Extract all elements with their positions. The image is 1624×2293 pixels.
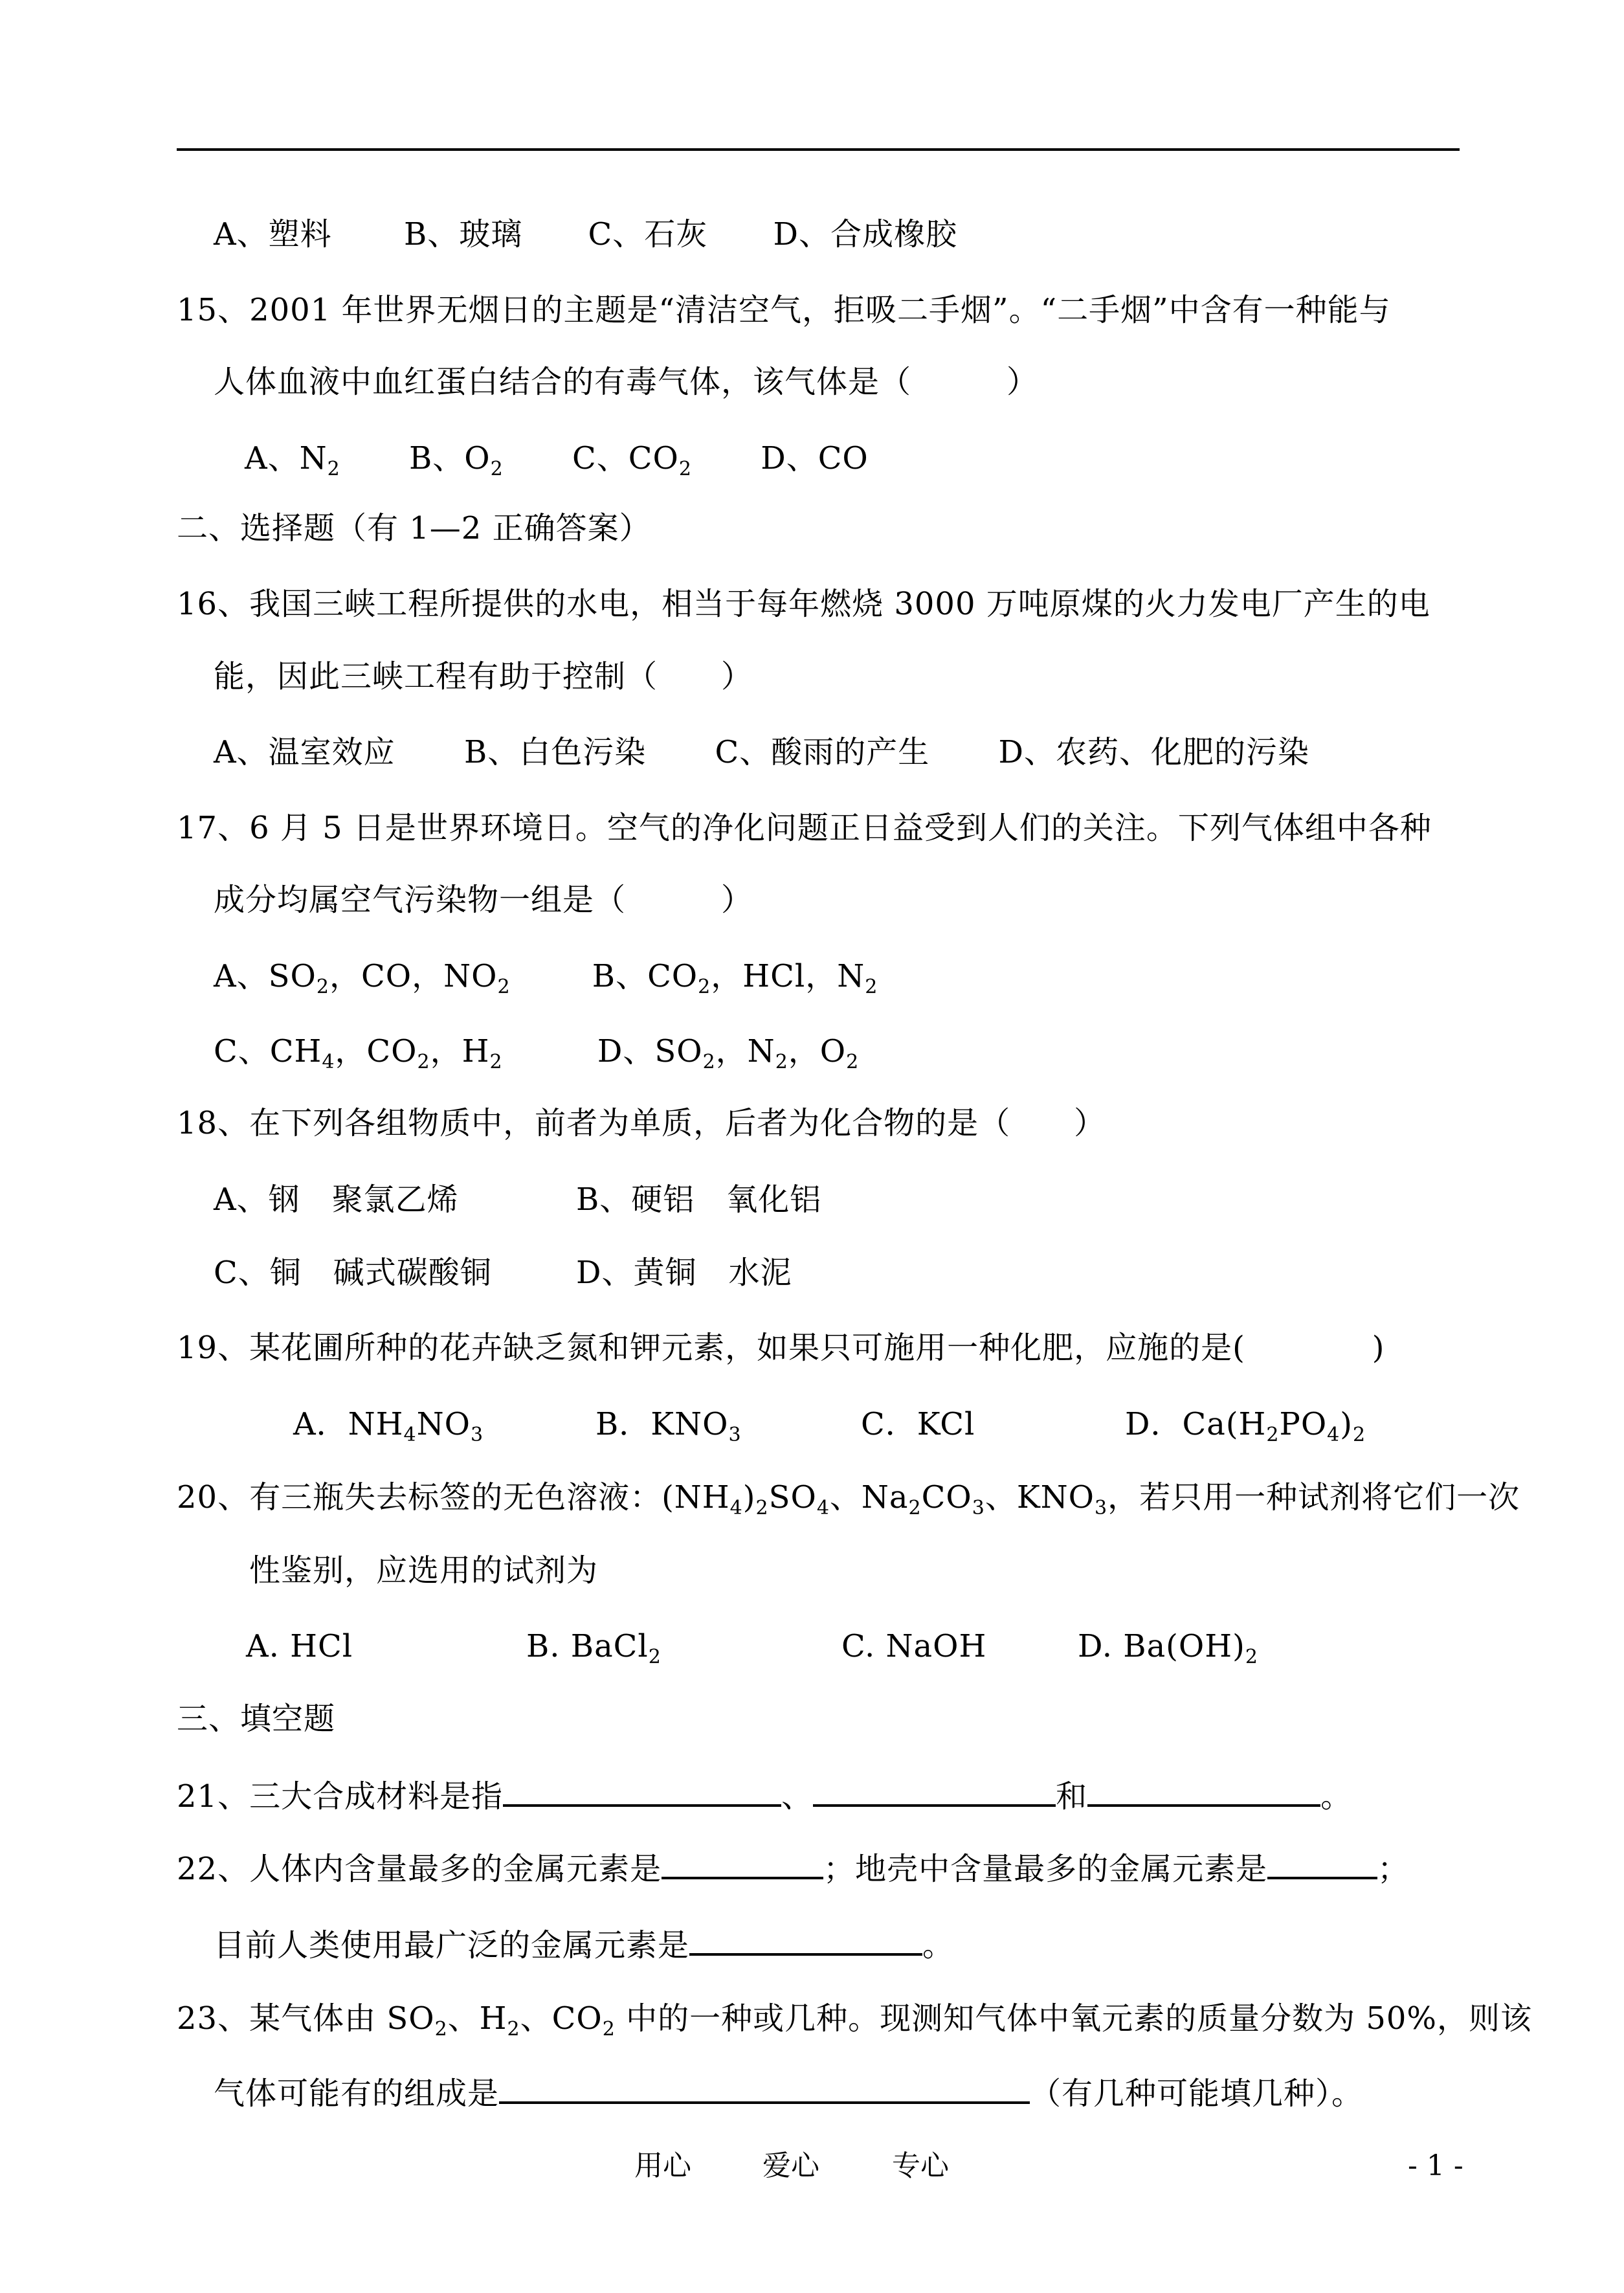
footer-right: 专心 (892, 2149, 949, 2182)
blank-3[interactable] (689, 1923, 922, 1956)
q15-line1: 15、2001 年世界无烟日的主题是“清洁空气，拒吸二手烟”。“二手烟”中含有一种能与 (177, 292, 1391, 328)
q20-option-a: A. HCl (246, 1628, 353, 1664)
option-c: C、酸雨的产生 (715, 734, 930, 770)
q17-line2: 成分均属空气污染物一组是（ ） (214, 882, 753, 918)
q23-line1: 23、某气体由 $SO_2$、$H_2$、$CO_2$ 中的一种或几种。现测知气体中氧元素的质量分数为 50%，则该 (177, 2000, 1533, 2041)
option-a: A、$N_2$ (245, 440, 340, 480)
q23-line2: 气体可能有的组成是 （有几种可能填几种）。 (214, 2072, 1363, 2113)
blank-1[interactable] (503, 1774, 781, 1807)
option-a: A、$SO_2$，CO，$NO_2$ (214, 958, 511, 998)
q18-option-d: D、黄铜 水泥 (576, 1255, 792, 1291)
header-rule (177, 148, 1460, 151)
blank-3[interactable] (1087, 1774, 1320, 1807)
q20-option-c: C. NaOH (841, 1628, 987, 1664)
blank-2[interactable] (813, 1774, 1056, 1807)
blank-2[interactable] (1267, 1847, 1377, 1879)
blank-1[interactable] (499, 2072, 1030, 2104)
q19-option-b: B．$KNO_3$ (595, 1406, 742, 1446)
q16-line1: 16、我国三峡工程所提供的水电，相当于每年燃烧 3000 万吨原煤的火力发电厂产生的电 (177, 586, 1430, 622)
option-b: B、$O_2$ (409, 440, 504, 480)
q17-options-ab (214, 957, 878, 996)
option-d: D、CO (761, 440, 869, 476)
option-b: B、白色污染 (463, 734, 647, 770)
option-c: C、$CO_2$ (572, 440, 692, 480)
section3-title: 三、填空题 (177, 1701, 336, 1737)
option-a: A、温室效应 (214, 734, 395, 770)
q18-option-c: C、铜 碱式碳酸铜 (214, 1255, 492, 1291)
option-c: C、$CH_4$，$CO_2$，$H_2$ (214, 1033, 503, 1073)
option-b: B、$CO_2$，HCl，$N_2$ (592, 958, 878, 998)
q14-options (214, 215, 957, 254)
footer-middle: 爱心 (762, 2149, 819, 2182)
option-a: A、塑料 (214, 216, 332, 252)
q19-line1: 19、某花圃所种的花卉缺乏氮和钾元素，如果只可施用一种化肥，应施的是( ) (177, 1330, 1385, 1366)
q16-options (214, 733, 1309, 772)
q22-line1: 22、人体内含量最多的金属元素是 ；地壳中含量最多的金属元素是 ； (177, 1847, 1409, 1888)
option-d: D、$SO_2$，$N_2$，$O_2$ (597, 1033, 860, 1073)
q15-options (245, 439, 869, 478)
q19-option-c: C．KCl (861, 1406, 975, 1442)
q20-option-d: D. $Ba(OH)_2$ (1078, 1628, 1258, 1668)
option-c: C、石灰 (588, 216, 708, 252)
q16-line2: 能，因此三峡工程有助于控制（ ） (214, 658, 753, 695)
q18-option-b: B、硬铝 氧化铝 (576, 1181, 822, 1218)
q17-options-cd (214, 1032, 859, 1071)
footer-left: 用心 (634, 2149, 691, 2182)
q19-option-d: D．$Ca(H_2PO_4)_2$ (1125, 1406, 1366, 1446)
q15-line2: 人体血液中血红蛋白结合的有毒气体，该气体是（ ） (214, 364, 1039, 400)
q18-line1: 18、在下列各组物质中，前者为单质，后者为化合物的是（ ） (177, 1105, 1106, 1141)
q20-line2: 性鉴别，应选用的试剂为 (249, 1552, 599, 1589)
section2-title: 二、选择题（有 1—2 正确答案） (177, 510, 651, 546)
q17-line1: 17、6 月 5 日是世界环境日。空气的净化问题正日益受到人们的关注。下列气体组中各种 (177, 810, 1432, 846)
page-number: - 1 - (1408, 2149, 1463, 2182)
q22-line2: 目前人类使用最广泛的金属元素是 。 (214, 1923, 954, 1965)
option-b: B、玻璃 (403, 216, 523, 252)
option-d: D、农药、化肥的污染 (998, 734, 1309, 770)
q19-option-a: A．$NH_4NO_3$ (293, 1406, 484, 1446)
q20-line1: 20、有三瓶失去标签的无色溶液：$(NH_4)_2SO_4$、$Na_2CO_3$、$KNO_3$，若只用一种试剂将它们一次 (177, 1479, 1520, 1519)
q18-option-a: A、钢 聚氯乙烯 (214, 1181, 459, 1218)
option-d: D、合成橡胶 (773, 216, 957, 252)
blank-1[interactable] (662, 1847, 823, 1879)
q20-option-b: B. BaCl$_2$ (526, 1628, 662, 1668)
q21-line: 21、三大合成材料是指 、 和 。 (177, 1774, 1352, 1816)
